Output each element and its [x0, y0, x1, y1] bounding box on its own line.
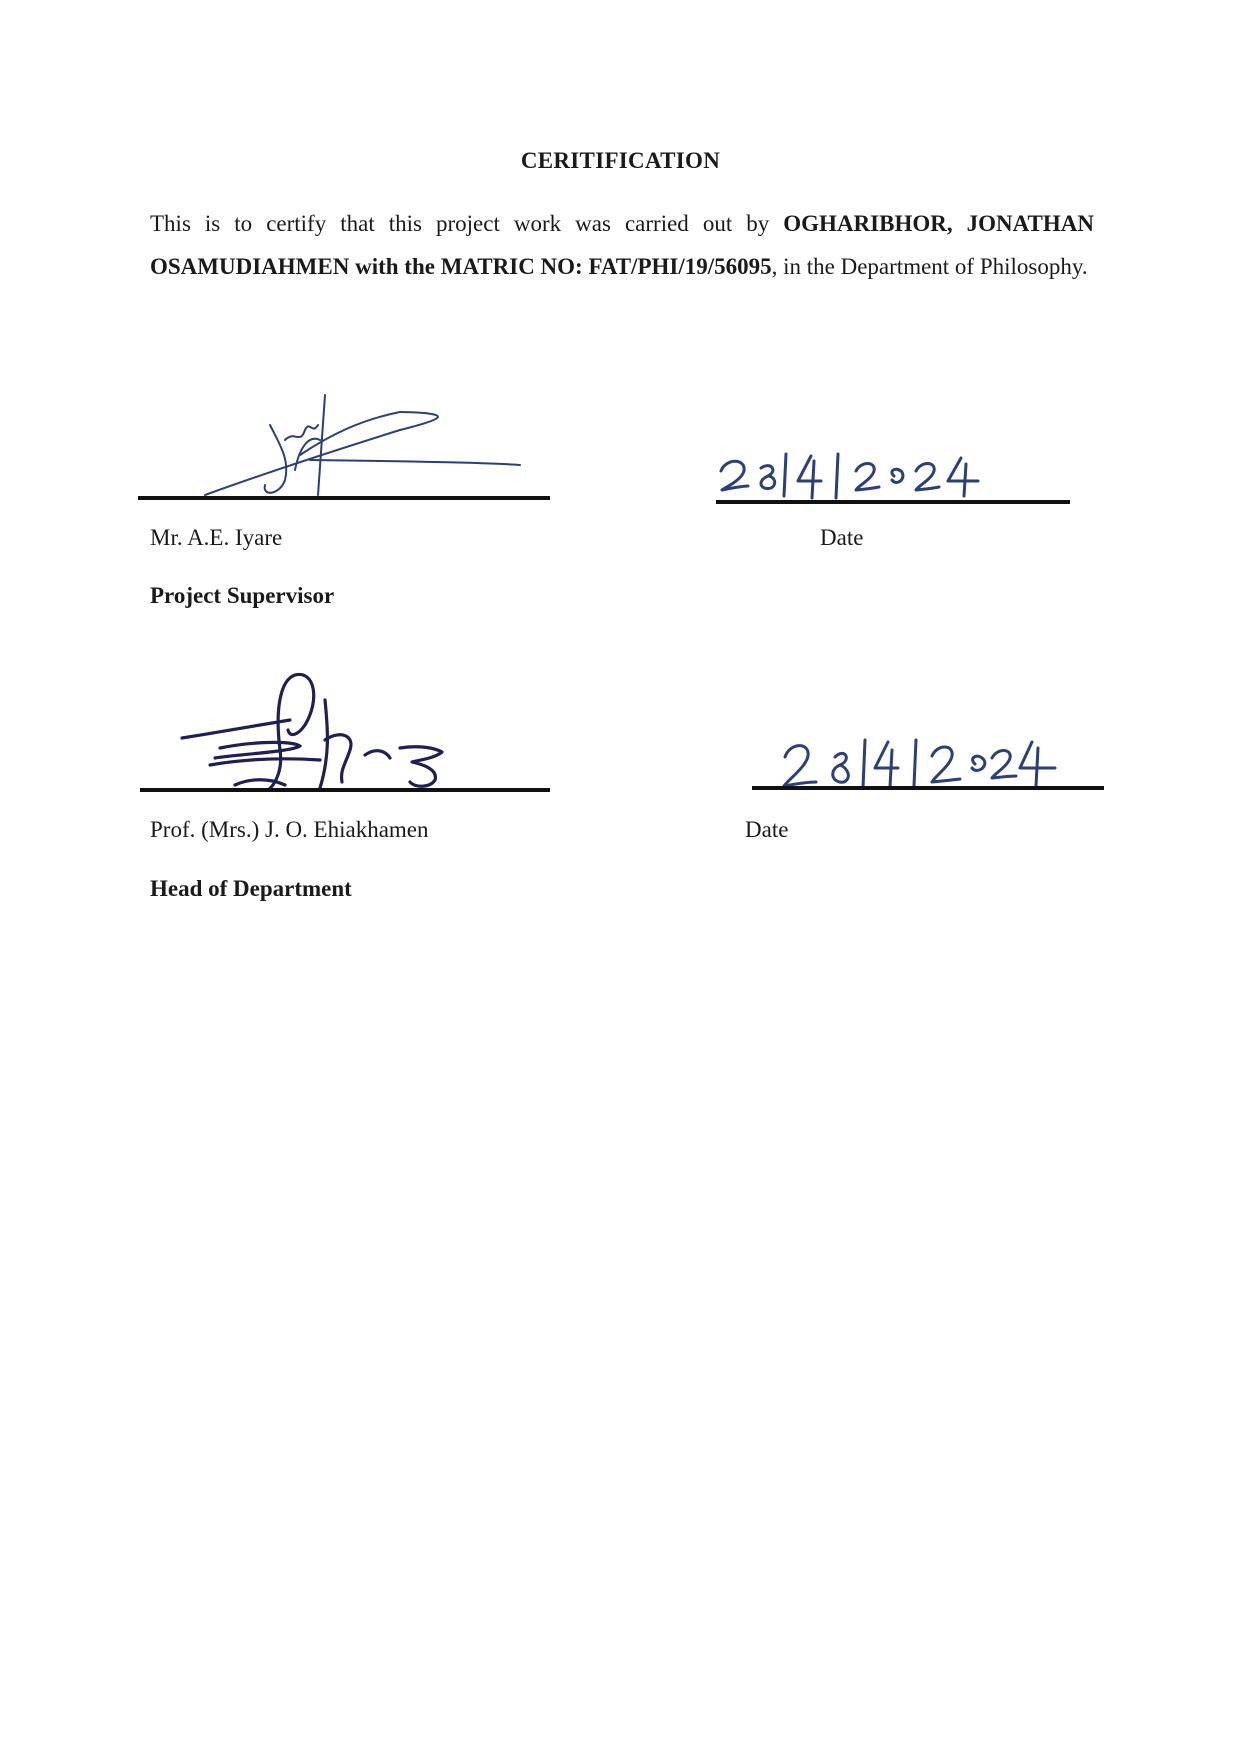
hod-date-line	[752, 786, 1104, 790]
hod-signature-line	[140, 788, 550, 792]
certification-paragraph	[150, 202, 1094, 288]
certification-outro: , in the Department of Philosophy.	[771, 254, 1088, 279]
hod-signature	[180, 670, 480, 795]
supervisor-role: Project Supervisor	[150, 583, 335, 608]
supervisor-handwritten-date	[716, 446, 1076, 506]
student-details: OGHARIBHOR, JONATHAN OSAMUDIAHMEN with the MATRIC NO: FAT/PHI/19/56095	[150, 211, 1094, 279]
supervisor-date-line	[716, 500, 1070, 504]
supervisor-signature	[200, 385, 530, 500]
hod-date-label: Date	[745, 817, 789, 842]
supervisor-signature-line	[138, 496, 550, 500]
hod-role: Head of Department	[150, 876, 352, 901]
supervisor-name: Mr. A.E. Iyare	[150, 525, 283, 550]
supervisor-date-label: Date	[820, 525, 864, 550]
page-title: CERITIFICATION	[520, 148, 721, 173]
hod-name: Prof. (Mrs.) J. O. Ehiakhamen	[150, 817, 429, 842]
certification-intro: This is to certify that this project work was carried out by	[150, 211, 784, 236]
